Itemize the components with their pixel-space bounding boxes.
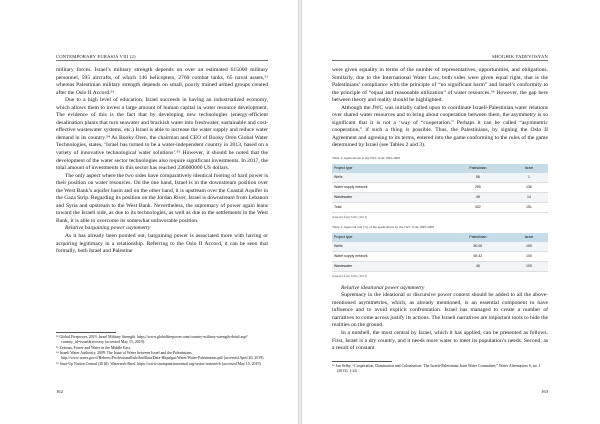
footnote: ⁵² Global Firepower, 2019. Israel Military Strength. https://www.globalfirepower.com/country-military-strength-detail.asp?country_id=israel#recovery (accessed May 15, 2019). — [56, 335, 248, 344]
tables-block — [332, 155, 548, 281]
table-row — [332, 183, 548, 193]
table-cell: 49 — [446, 192, 510, 202]
left-page — [0, 0, 298, 424]
right-body-text — [332, 67, 548, 353]
table-cell: 100 — [510, 262, 548, 272]
table-header-row — [332, 233, 548, 243]
table-cell: Wastewater — [332, 262, 446, 272]
paragraph: were given equality in terms of the number of representatives, opportunities, and obligations. Similarly, due to the International Water Law, both sides were given equal right, that is the Palestinians’ compliance with the principle of “no significant harm” and Israel’s conformity to the principle of “equal and reasonable utilization” of water resources.⁵⁶ However, the gap here between theory and reality should be highlighted. — [332, 67, 548, 104]
page-number-left: 162 — [56, 389, 63, 394]
paragraph: Supremacy in the ideational or discursive power context should be added to all the above-mentioned asymmetries, which, as already mentioned, is an essential component to have influence and to avoid explicit confrontation. Israel has managed to create a number of narratives to come across justify its actions. The Israeli narratives are important tools to hide the realities on the ground. — [332, 292, 548, 329]
table-cell: 1 — [510, 173, 548, 182]
table-cell: Wells — [332, 173, 446, 182]
table-cell: 100 — [510, 242, 548, 251]
table-applications — [332, 164, 548, 213]
table-header-row — [332, 164, 548, 174]
table-cell: Water supply network — [332, 183, 446, 193]
footnote: ⁵⁵ Start-Up Nation Central (2018). Waterinvb Brief, https://www.startupnationcentral.org/sector/watertech (accessed May 15, 2019). — [56, 361, 262, 366]
header-rule — [56, 60, 268, 61]
table-cell: 50.00 — [446, 242, 510, 251]
footnotes-left — [56, 335, 268, 368]
table-cell: 46 — [446, 262, 510, 272]
table-cell: 58 — [446, 173, 510, 182]
table-header-cell: Israel — [510, 233, 548, 243]
section-heading: Relative ideational power asymmetry — [341, 284, 425, 291]
table-source: Adapted from Selby (2013) — [332, 274, 368, 279]
table-cell: 151 — [510, 202, 548, 212]
table-title: Table 2. Applications to the JWC from 1995-2008 — [332, 156, 400, 161]
table-cell: 402 — [446, 202, 510, 212]
running-head-left: CONTEMPORARY EURASIA VIII (2) — [56, 54, 136, 59]
table-cell: Total — [332, 202, 446, 212]
table-cell: Water supply network — [332, 252, 446, 262]
table-header-cell: Palestinian — [446, 164, 510, 174]
table-approval-rate — [332, 233, 548, 272]
paragraph: Although the JWC was initially called upon to coordinate Israeli-Palestinian water relations over shared water resources and to bring about cooperation between them, the asymmetry is so significant that it is not a ‘way of “cooperation.” Perhaps it can be called “asymmetric cooperation,” if such a thing is possible. Thus, the Palestinians, by signing the Oslo II Agreement and agreeing to its terms, entered into the game conforming to the rules of the game determined by Israel (see Tables 2 and 3). — [332, 104, 548, 149]
table-cell: 100 — [510, 252, 548, 262]
table-row — [332, 202, 548, 212]
table-row — [332, 252, 548, 262]
table-cell: 136 — [510, 183, 548, 193]
table-header-cell: Project type — [332, 164, 446, 174]
paragraph: In a nutshell, the most central by Israel, which it has applied, can be presented as follows. First, Israel is a dry country, and it needs more water to meet its population’s needs. Second, as a result of constant — [332, 330, 548, 352]
table-cell: 69.42 — [446, 252, 510, 262]
table-source: Adapted from Selby (2013) — [332, 214, 368, 219]
table-cell: 295 — [446, 183, 510, 193]
paragraph: As it has already been pointed out, bargaining power is associated more with having or acquiring legitimacy in a relationship. Referring to the Oslo II Accord, it can be seen that formally, both Israel and Palestine — [56, 233, 268, 255]
table-cell: 14 — [510, 192, 548, 202]
left-body-text — [56, 67, 268, 256]
footnote-rule — [56, 332, 116, 333]
paragraph: military forces. Israel’s military strength depends on over an estimated 615000 military personnel, 595 aircrafts, of which 146 helicopters, 2760 combat tanks, 65 naval assets,⁵² whereas Palestinian military strength depends on small, poorly trained armed groups created after the Oslo II Accord.⁵³ — [56, 67, 268, 96]
header-rule — [332, 60, 548, 61]
footnote: ⁵⁴ Israeli Water Authority, 2009. The Issue of Water between Israel and the Palestinians, http://www.water.gov.il/Hebrew/ProfessionalInfoAndData/Data-Hitpalgut/Water/Water-Palestinians.pdf (accessed April 20, 2019). — [56, 351, 265, 361]
page-number-right: 163 — [541, 389, 548, 394]
section-heading: Relative bargaining power asymmetry — [65, 225, 151, 232]
table-row — [332, 242, 548, 251]
table-cell: Wells — [332, 242, 446, 251]
table-title: Table 3. Approval rate (%) of the applications by the JWC from 1995-2008 — [332, 225, 434, 230]
table-row — [332, 262, 548, 272]
footnote: ⁵³ Zeitoun, Power and Water in the Middle East. — [56, 345, 131, 350]
table-cell: Wastewater — [332, 192, 446, 202]
right-page — [302, 0, 600, 424]
paragraph: The only aspect where the two sides have comparatively identical footing of hard power is their position on water resources. On the one hand, Israel is in the downstream position over the West Bank’s aquifer basin and on the other hand, it is upstream over the Coastal Aquifer in the Gaza Strip. Regarding its position on the Jordan River, Israel is downstream from Lebanon and Syria and upstream to the West Bank. Nevertheless, the supremacy of power again leans toward the Israeli side, as due to its technologies, as well as due to the settlements in the West Bank, it is able to overcome its somewhat unfavorable position. — [56, 172, 268, 224]
footnote: ⁵⁶ Jan Selby, “Cooperation, Domination and Colonisation: The Israeli-Palestinian Joint Water Committee,” Water Alternatives 6, no. 1 (2013): 1-24. — [332, 364, 541, 373]
table-row — [332, 173, 548, 182]
table-row — [332, 192, 548, 202]
paragraph: Due to a high level of education, Israel succeeds in having an industrialized economy, which allows them to invest a large amount of human capital in water resource development. The evidence of this is the fact that by developing new technologies (energy-efficient desalination plants that turn seawater and brackish water into freshwater, sustainable and cost-effective wastewater systems, etc.) Israel is able to increase the water supply and reduce water demand in its country.⁵⁴ As Booky Oren, the chairman and CEO of Booky Oren Global Water Technologies, states, ‘Israel has turned to be a water-independent country in 2013, based on a variety of innovative technological water solutions’.⁵⁵ However, it should be noted that the development of the water sector technologies also require significant investments. In 2017, the total amount of investments in this sector has reached 236000000 US dollars. — [56, 97, 268, 172]
table-header-cell: Israel — [510, 164, 548, 174]
footnote-rule — [332, 361, 392, 362]
table-header-cell: Project type — [332, 233, 446, 243]
footnotes-right — [332, 364, 548, 375]
table-header-cell: Palestinian — [446, 233, 510, 243]
running-head-right-text: SHOGHIK TADEVOSYAN — [492, 54, 548, 59]
